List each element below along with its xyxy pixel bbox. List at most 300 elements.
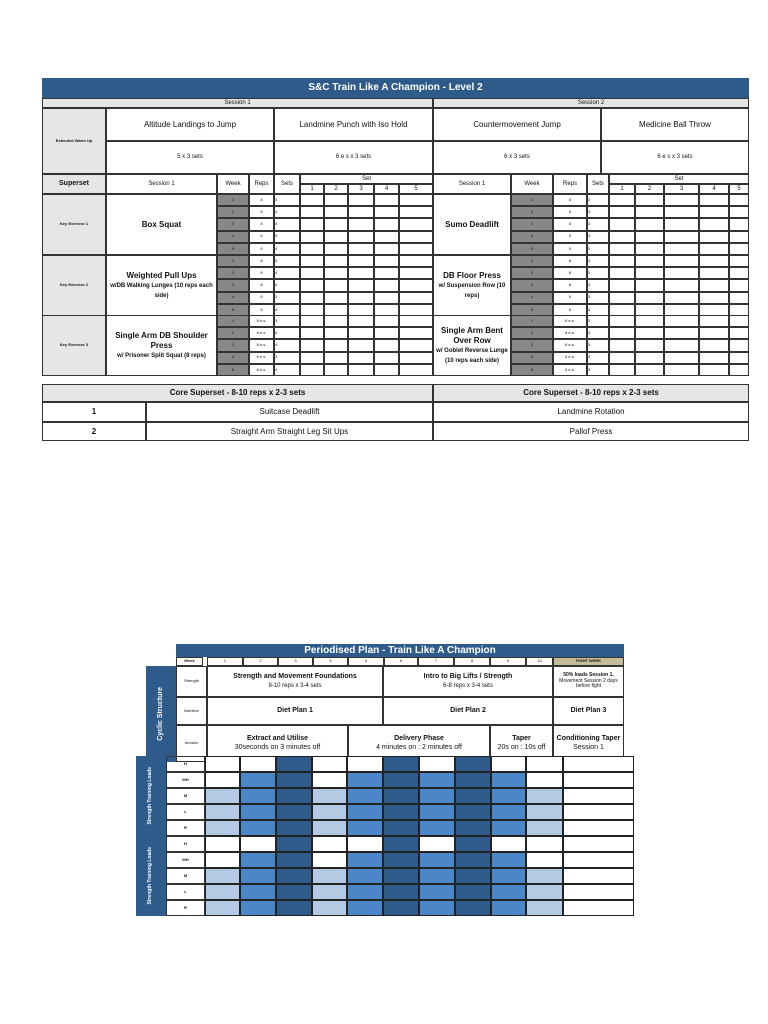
exercise-name: Box Squat bbox=[106, 194, 217, 255]
load-cell bbox=[419, 772, 455, 788]
set-entry-cell bbox=[699, 339, 729, 351]
sets-cell: 3 bbox=[274, 352, 300, 364]
set-entry-cell bbox=[609, 364, 635, 376]
set-number: 1 bbox=[609, 184, 635, 194]
load-cell bbox=[455, 788, 491, 804]
block-title: Extract and Utilise bbox=[246, 735, 309, 743]
sets-cell: 4 bbox=[274, 327, 300, 339]
set-entry-cell bbox=[300, 279, 324, 291]
warmup-exercise: Countermovement Jump bbox=[433, 108, 601, 141]
nutrition-block: Diet Plan 3 bbox=[553, 697, 624, 725]
set-entry-cell bbox=[399, 315, 433, 327]
set-entry-cell bbox=[609, 255, 635, 267]
set-entry-cell bbox=[729, 231, 749, 243]
set-entry-cell bbox=[324, 206, 348, 218]
load-cell bbox=[383, 836, 419, 852]
load-level: M bbox=[166, 868, 205, 884]
load-cell bbox=[563, 836, 634, 852]
sets-cell: 3 bbox=[587, 315, 609, 327]
warmup-label: Extended Warm Up bbox=[42, 108, 106, 174]
strength-loads-text: Strength Training Loads bbox=[147, 847, 154, 905]
week-cell: 5 bbox=[217, 243, 249, 255]
week-cell: 5 bbox=[511, 304, 553, 316]
sets-cell: 3 bbox=[587, 292, 609, 304]
week-cell: 2 bbox=[511, 267, 553, 279]
set-entry-cell bbox=[635, 267, 664, 279]
set-entry-cell bbox=[729, 352, 749, 364]
set-entry-cell bbox=[324, 352, 348, 364]
load-cell bbox=[347, 900, 383, 916]
load-cell bbox=[526, 756, 563, 772]
load-cell bbox=[312, 852, 347, 868]
week-cell: 4 bbox=[511, 352, 553, 364]
load-cell bbox=[347, 804, 383, 820]
set-entry-cell bbox=[729, 327, 749, 339]
set-number: 5 bbox=[729, 184, 749, 194]
load-cell bbox=[491, 820, 526, 836]
reps-cell: 6 bbox=[249, 231, 274, 243]
set-entry-cell bbox=[729, 315, 749, 327]
set-entry-cell bbox=[374, 279, 399, 291]
set-entry-cell bbox=[699, 218, 729, 230]
set-entry-cell bbox=[348, 267, 374, 279]
week-cell: 1 bbox=[511, 194, 553, 206]
sets-cell: 3 bbox=[274, 231, 300, 243]
week-number: 4 bbox=[313, 657, 348, 666]
strength-loads-text: Strength Training Loads bbox=[147, 767, 154, 825]
load-cell bbox=[455, 804, 491, 820]
load-cell bbox=[526, 884, 563, 900]
set-entry-cell bbox=[635, 243, 664, 255]
set-entry-cell bbox=[609, 279, 635, 291]
core-exercise-right: Landmine Rotation bbox=[433, 402, 749, 422]
set-entry-cell bbox=[399, 292, 433, 304]
set-entry-cell bbox=[324, 279, 348, 291]
sets-cell: 3 bbox=[587, 279, 609, 291]
reps-cell: 6 bbox=[249, 243, 274, 255]
load-cell bbox=[419, 836, 455, 852]
load-cell bbox=[563, 804, 634, 820]
set-entry-cell bbox=[609, 352, 635, 364]
reps-cell: 8 bbox=[553, 267, 587, 279]
set-entry-cell bbox=[609, 243, 635, 255]
load-cell bbox=[205, 820, 240, 836]
level2-programme-table bbox=[42, 78, 749, 441]
week-cell: 1 bbox=[511, 315, 553, 327]
set-entry-cell bbox=[300, 267, 324, 279]
reps-cell: 6 bbox=[249, 292, 274, 304]
set-number: 1 bbox=[300, 184, 324, 194]
reps-cell: 6 bbox=[553, 292, 587, 304]
reps-cell: 8 bbox=[249, 255, 274, 267]
load-cell bbox=[205, 788, 240, 804]
load-cell bbox=[563, 772, 634, 788]
reps-cell: 6 bbox=[249, 304, 274, 316]
col-sets: Sets bbox=[274, 174, 300, 194]
set-entry-cell bbox=[609, 206, 635, 218]
page-title: S&C Train Like A Champion - Level 2 bbox=[42, 78, 749, 98]
sets-cell: 3 bbox=[587, 255, 609, 267]
reps-cell: 6 bbox=[553, 304, 587, 316]
exercise-name: Weighted Pull Ups bbox=[126, 271, 197, 281]
set-entry-cell bbox=[635, 339, 664, 351]
nutrition-block: Diet Plan 1 bbox=[207, 697, 383, 725]
load-cell bbox=[276, 756, 312, 772]
col-set: Set bbox=[300, 174, 433, 184]
set-entry-cell bbox=[664, 231, 699, 243]
load-cell bbox=[205, 852, 240, 868]
exercise-cell bbox=[433, 315, 511, 376]
load-cell bbox=[563, 788, 634, 804]
block-title: Delivery Phase bbox=[394, 735, 444, 743]
set-entry-cell bbox=[729, 339, 749, 351]
block-sub: 6-8 reps x 3-4 sets bbox=[443, 682, 493, 689]
strength-loads-label bbox=[136, 836, 166, 916]
set-entry-cell bbox=[699, 364, 729, 376]
set-entry-cell bbox=[664, 267, 699, 279]
load-cell bbox=[419, 852, 455, 868]
set-entry-cell bbox=[348, 364, 374, 376]
reps-cell: 8 e.s. bbox=[249, 315, 274, 327]
reps-cell: 8 bbox=[249, 218, 274, 230]
set-number: 4 bbox=[699, 184, 729, 194]
load-cell bbox=[347, 884, 383, 900]
load-cell bbox=[455, 756, 491, 772]
load-level: MH bbox=[166, 852, 205, 868]
week-cell: 2 bbox=[511, 327, 553, 339]
warmup-exercise: Medicine Ball Throw bbox=[601, 108, 749, 141]
load-cell bbox=[526, 868, 563, 884]
week-number: 2 bbox=[243, 657, 278, 666]
reps-cell: 8 bbox=[553, 279, 587, 291]
load-cell bbox=[347, 868, 383, 884]
key-exercise-label: Key Exercise 2 bbox=[42, 255, 106, 316]
set-entry-cell bbox=[374, 231, 399, 243]
week-number: 6 bbox=[384, 657, 418, 666]
set-entry-cell bbox=[324, 267, 348, 279]
set-entry-cell bbox=[635, 292, 664, 304]
set-entry-cell bbox=[729, 292, 749, 304]
set-entry-cell bbox=[635, 352, 664, 364]
week-number: 1 bbox=[207, 657, 243, 666]
set-number: 3 bbox=[664, 184, 699, 194]
load-cell bbox=[491, 836, 526, 852]
exercise-name: Single Arm Bent Over Row bbox=[441, 326, 503, 345]
week-number: 8 bbox=[454, 657, 490, 666]
col-week: Week bbox=[217, 174, 249, 194]
load-cell bbox=[383, 852, 419, 868]
block-title: Taper bbox=[512, 735, 531, 743]
sets-cell: 4 bbox=[274, 218, 300, 230]
load-cell bbox=[419, 884, 455, 900]
set-entry-cell bbox=[699, 231, 729, 243]
sets-cell: 3 bbox=[274, 255, 300, 267]
sets-cell: 3 bbox=[587, 231, 609, 243]
set-entry-cell bbox=[300, 292, 324, 304]
reps-cell: 8 e.s. bbox=[553, 327, 587, 339]
set-entry-cell bbox=[324, 327, 348, 339]
set-entry-cell bbox=[729, 194, 749, 206]
exercise-superset-note: w/DB Walking Lunges (10 reps each side) bbox=[110, 283, 213, 300]
set-entry-cell bbox=[324, 364, 348, 376]
load-cell bbox=[205, 868, 240, 884]
set-entry-cell bbox=[399, 339, 433, 351]
key-exercise-label: Key Exercise 3 bbox=[42, 315, 106, 376]
load-level: L bbox=[166, 884, 205, 900]
sets-cell: 3 bbox=[587, 194, 609, 206]
set-entry-cell bbox=[664, 279, 699, 291]
col-session: Session 1 bbox=[106, 174, 217, 194]
load-cell bbox=[491, 788, 526, 804]
set-entry-cell bbox=[348, 231, 374, 243]
set-entry-cell bbox=[374, 339, 399, 351]
set-entry-cell bbox=[374, 352, 399, 364]
week-cell: 4 bbox=[217, 231, 249, 243]
block-sub: 4 minutes on : 2 minutes off bbox=[376, 743, 462, 751]
core-exercise-left: Straight Arm Straight Leg Sit Ups bbox=[146, 422, 433, 442]
load-cell bbox=[240, 852, 276, 868]
core-exercise-left: Suitcase Deadlift bbox=[146, 402, 433, 422]
set-number: 3 bbox=[348, 184, 374, 194]
exercise-name: Single Arm DB Shoulder Press bbox=[115, 331, 208, 350]
set-entry-cell bbox=[324, 243, 348, 255]
strength-block bbox=[383, 666, 553, 697]
set-number: 4 bbox=[374, 184, 399, 194]
load-level: MH bbox=[166, 772, 205, 788]
load-cell bbox=[491, 884, 526, 900]
load-cell bbox=[455, 884, 491, 900]
load-cell bbox=[347, 772, 383, 788]
load-cell bbox=[383, 772, 419, 788]
sets-cell: 3 bbox=[587, 304, 609, 316]
block-sub: Movement Session 2 days before fight bbox=[559, 677, 618, 690]
week-cell: 4 bbox=[511, 231, 553, 243]
block-sub: 8-10 reps x 3-4 sets bbox=[268, 682, 322, 689]
strength-block bbox=[207, 666, 383, 697]
load-cell bbox=[240, 804, 276, 820]
load-cell bbox=[276, 836, 312, 852]
set-entry-cell bbox=[609, 218, 635, 230]
reps-cell: 8 bbox=[553, 255, 587, 267]
week-cell: 1 bbox=[217, 255, 249, 267]
load-cell bbox=[312, 788, 347, 804]
set-entry-cell bbox=[699, 267, 729, 279]
cyclic-structure-label bbox=[146, 666, 176, 762]
set-entry-cell bbox=[374, 255, 399, 267]
set-entry-cell bbox=[300, 352, 324, 364]
set-entry-cell bbox=[300, 364, 324, 376]
set-entry-cell bbox=[300, 339, 324, 351]
reps-cell: 6 e.s. bbox=[553, 352, 587, 364]
set-entry-cell bbox=[664, 206, 699, 218]
sets-cell: 4 bbox=[274, 304, 300, 316]
load-cell bbox=[383, 868, 419, 884]
set-entry-cell bbox=[729, 267, 749, 279]
reps-cell: 8 e.s. bbox=[249, 339, 274, 351]
load-cell bbox=[491, 804, 526, 820]
warmup-reps: 6 x 3 sets bbox=[433, 141, 601, 174]
set-entry-cell bbox=[609, 231, 635, 243]
load-cell bbox=[383, 884, 419, 900]
sets-cell: 3 bbox=[274, 292, 300, 304]
reps-cell: 8 e.s. bbox=[553, 315, 587, 327]
set-entry-cell bbox=[324, 231, 348, 243]
week-cell: 4 bbox=[217, 352, 249, 364]
sets-cell: 3 bbox=[587, 352, 609, 364]
set-number: 2 bbox=[324, 184, 348, 194]
exercise-superset-note: w/ Suspension Row (10 reps) bbox=[438, 283, 506, 300]
load-cell bbox=[455, 772, 491, 788]
load-cell bbox=[419, 820, 455, 836]
block-title: Intro to Big Lifts / Strength bbox=[423, 673, 513, 681]
reps-cell: 8 e.s. bbox=[249, 327, 274, 339]
load-cell bbox=[491, 772, 526, 788]
set-entry-cell bbox=[300, 218, 324, 230]
week-cell: 2 bbox=[511, 206, 553, 218]
col-week: Week bbox=[511, 174, 553, 194]
set-entry-cell bbox=[664, 194, 699, 206]
set-entry-cell bbox=[729, 243, 749, 255]
set-entry-cell bbox=[399, 243, 433, 255]
set-entry-cell bbox=[635, 327, 664, 339]
load-cell bbox=[383, 820, 419, 836]
week-cell: 3 bbox=[511, 279, 553, 291]
set-entry-cell bbox=[664, 218, 699, 230]
set-number: 5 bbox=[399, 184, 433, 194]
sets-cell: 3 bbox=[587, 327, 609, 339]
set-entry-cell bbox=[729, 218, 749, 230]
sets-cell: 3 bbox=[587, 339, 609, 351]
set-entry-cell bbox=[348, 315, 374, 327]
load-cell bbox=[563, 884, 634, 900]
sets-cell: 3 bbox=[274, 194, 300, 206]
plan-title: Periodised Plan - Train Like A Champion bbox=[176, 644, 624, 657]
set-entry-cell bbox=[348, 327, 374, 339]
col-superset: Superset bbox=[42, 174, 106, 194]
load-cell bbox=[276, 820, 312, 836]
reps-cell: 6 e.s. bbox=[249, 364, 274, 376]
sets-cell: 4 bbox=[274, 206, 300, 218]
load-cell bbox=[205, 884, 240, 900]
load-cell bbox=[240, 756, 276, 772]
set-entry-cell bbox=[635, 255, 664, 267]
load-cell bbox=[276, 788, 312, 804]
week-number: 9 bbox=[490, 657, 526, 666]
load-cell bbox=[205, 772, 240, 788]
load-cell bbox=[455, 852, 491, 868]
load-cell bbox=[347, 756, 383, 772]
load-cell bbox=[347, 788, 383, 804]
core-superset-left: Core Superset - 8-10 reps x 2-3 sets bbox=[42, 384, 433, 402]
load-cell bbox=[383, 900, 419, 916]
load-cell bbox=[240, 788, 276, 804]
load-cell bbox=[205, 756, 240, 772]
week-cell: 5 bbox=[217, 364, 249, 376]
week-cell: 5 bbox=[511, 364, 553, 376]
reps-cell: 8 bbox=[249, 194, 274, 206]
set-entry-cell bbox=[374, 194, 399, 206]
week-cell: 3 bbox=[217, 279, 249, 291]
set-entry-cell bbox=[348, 279, 374, 291]
set-entry-cell bbox=[609, 339, 635, 351]
set-entry-cell bbox=[324, 255, 348, 267]
week-cell: 2 bbox=[217, 327, 249, 339]
periodised-plan-table bbox=[136, 644, 635, 916]
reps-cell: 8 bbox=[249, 206, 274, 218]
set-entry-cell bbox=[609, 315, 635, 327]
load-cell bbox=[526, 836, 563, 852]
week-cell: 3 bbox=[511, 218, 553, 230]
set-entry-cell bbox=[348, 292, 374, 304]
set-entry-cell bbox=[374, 327, 399, 339]
sets-cell: 4 bbox=[274, 279, 300, 291]
load-cell bbox=[563, 852, 634, 868]
exercise-name: DB Floor Press bbox=[443, 271, 501, 281]
load-cell bbox=[205, 836, 240, 852]
load-cell bbox=[312, 756, 347, 772]
set-entry-cell bbox=[399, 364, 433, 376]
set-entry-cell bbox=[324, 315, 348, 327]
load-cell bbox=[312, 836, 347, 852]
load-cell bbox=[276, 900, 312, 916]
load-cell bbox=[240, 884, 276, 900]
set-entry-cell bbox=[399, 231, 433, 243]
load-cell bbox=[563, 900, 634, 916]
load-level: M bbox=[166, 788, 205, 804]
col-set: Set bbox=[609, 174, 749, 184]
week-cell: 1 bbox=[217, 315, 249, 327]
set-entry-cell bbox=[399, 352, 433, 364]
load-cell bbox=[312, 900, 347, 916]
load-cell bbox=[240, 772, 276, 788]
set-entry-cell bbox=[348, 218, 374, 230]
load-cell bbox=[526, 852, 563, 868]
load-level: H bbox=[166, 836, 205, 852]
set-entry-cell bbox=[635, 231, 664, 243]
cyclic-structure-text: Cyclic Structure bbox=[156, 687, 164, 741]
col-sets: Sets bbox=[587, 174, 609, 194]
week-label: Week bbox=[176, 657, 203, 666]
week-cell: 1 bbox=[511, 255, 553, 267]
set-entry-cell bbox=[635, 194, 664, 206]
reps-cell: 6 bbox=[553, 206, 587, 218]
load-cell bbox=[347, 820, 383, 836]
set-entry-cell bbox=[399, 255, 433, 267]
sets-cell: 4 bbox=[274, 364, 300, 376]
set-entry-cell bbox=[399, 279, 433, 291]
load-cell bbox=[312, 868, 347, 884]
set-entry-cell bbox=[664, 292, 699, 304]
core-superset-right: Core Superset - 8-10 reps x 2-3 sets bbox=[433, 384, 749, 402]
strength-loads-label bbox=[136, 756, 166, 836]
set-entry-cell bbox=[300, 231, 324, 243]
set-entry-cell bbox=[374, 218, 399, 230]
load-cell bbox=[240, 836, 276, 852]
set-entry-cell bbox=[635, 206, 664, 218]
load-cell bbox=[347, 836, 383, 852]
set-entry-cell bbox=[399, 267, 433, 279]
week-number: 7 bbox=[418, 657, 454, 666]
reps-cell: 8 bbox=[249, 267, 274, 279]
strength-block-fight bbox=[553, 666, 624, 697]
col-reps: Reps bbox=[249, 174, 274, 194]
core-row-number: 1 bbox=[42, 402, 146, 422]
warmup-exercise: Altitude Landings to Jump bbox=[106, 108, 274, 141]
load-cell bbox=[312, 772, 347, 788]
session2-header: Session 2 bbox=[433, 98, 749, 108]
load-cell bbox=[455, 868, 491, 884]
set-entry-cell bbox=[399, 218, 433, 230]
